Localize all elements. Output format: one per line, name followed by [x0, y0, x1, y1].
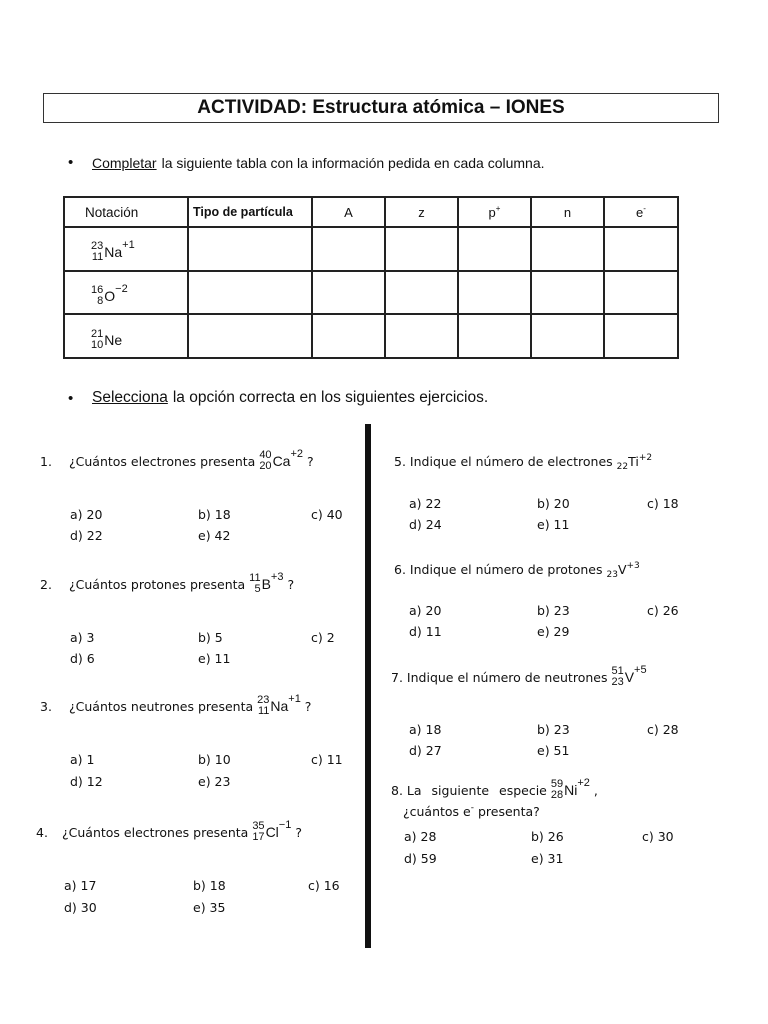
ion-charge: +2	[577, 777, 590, 789]
answer-cell[interactable]	[604, 314, 678, 358]
mass-number: 51	[611, 665, 624, 677]
option-d[interactable]: d) 12	[70, 774, 103, 789]
element-symbol: O	[104, 287, 116, 304]
option-a[interactable]: a) 20	[409, 603, 442, 618]
element-symbol: V	[617, 562, 627, 577]
question-number: 8.	[391, 782, 403, 798]
atomic-number: 28	[550, 789, 564, 801]
notation-cell	[64, 227, 188, 271]
element-symbol: Na	[270, 698, 289, 714]
option-c[interactable]: c) 11	[311, 752, 343, 767]
question-number: 2.	[40, 576, 52, 592]
answer-cell[interactable]	[188, 314, 312, 358]
nuclide	[611, 666, 646, 688]
ion-charge: +3	[626, 561, 640, 571]
answer-cell[interactable]	[188, 271, 312, 315]
mass-number: 23	[257, 694, 270, 706]
option-e[interactable]: e) 11	[198, 651, 231, 666]
option-d[interactable]: d) 6	[70, 651, 95, 666]
ion-charge: −1	[278, 819, 292, 831]
question-text: ¿Cuántos electrones presenta	[62, 824, 249, 840]
atomic-number: 5	[254, 583, 261, 595]
column-divider	[365, 424, 371, 948]
question-text: La siguiente especie	[406, 782, 547, 798]
element-symbol: Ti	[628, 454, 639, 469]
table-row	[64, 271, 678, 315]
ion-charge: +1	[288, 693, 301, 705]
instruction-table	[68, 154, 545, 171]
question-text: ¿Cuántos protones presenta	[69, 576, 246, 592]
nuclide	[91, 282, 128, 307]
atomic-number: 23	[611, 676, 624, 688]
header-protons	[458, 197, 531, 227]
question-number: 6.	[394, 562, 406, 577]
option-e[interactable]: e) 51	[537, 743, 570, 758]
answer-cell[interactable]	[531, 227, 604, 271]
option-d[interactable]: d) 30	[64, 900, 97, 915]
nuclide	[91, 241, 135, 263]
option-a[interactable]: a) 28	[404, 829, 437, 844]
header-notation: Notación	[64, 197, 188, 227]
option-b[interactable]: b) 23	[537, 722, 570, 737]
question-6	[394, 561, 640, 580]
notation-cell	[64, 314, 188, 358]
atomic-number: 10	[91, 338, 104, 351]
bullet: •	[68, 389, 74, 407]
question-2	[40, 573, 294, 595]
electron-sign: -	[470, 803, 474, 813]
nuclide	[257, 695, 301, 717]
question-end: ,	[593, 782, 598, 798]
atomic-number: 11	[257, 705, 270, 717]
nuclide	[551, 779, 590, 801]
element-symbol: Na	[104, 244, 123, 261]
option-d[interactable]: d) 11	[409, 624, 442, 639]
page-title: ACTIVIDAD: Estructura atómica – IONES	[43, 93, 719, 123]
ions-table	[63, 196, 679, 359]
instruction-keyword: Completar	[92, 154, 157, 171]
ion-charge: +3	[270, 571, 284, 583]
element-symbol: Ni	[564, 782, 578, 798]
atomic-number: 17	[252, 831, 265, 843]
answer-cell[interactable]	[385, 271, 458, 315]
ion-charge: +2	[290, 448, 304, 460]
question-text: ¿cuántos e	[403, 804, 471, 819]
option-a[interactable]: a) 17	[64, 878, 97, 893]
answer-cell[interactable]	[312, 227, 385, 271]
answer-cell[interactable]	[385, 227, 458, 271]
nuclide	[259, 450, 303, 472]
element-symbol: Ne	[104, 331, 123, 348]
answer-cell[interactable]	[531, 314, 604, 358]
atomic-number: 8	[97, 294, 104, 307]
question-end: ?	[295, 824, 302, 840]
question-7	[391, 666, 647, 688]
option-b[interactable]: b) 10	[198, 752, 231, 767]
table-header-row	[64, 197, 678, 227]
option-e[interactable]: e) 35	[193, 900, 226, 915]
option-e[interactable]: e) 23	[198, 774, 231, 789]
answer-cell[interactable]	[458, 227, 531, 271]
notation-cell	[64, 271, 188, 315]
question-text: Indique el número de electrones	[409, 454, 613, 469]
option-d[interactable]: d) 59	[404, 851, 437, 866]
question-4	[36, 821, 302, 843]
instruction-text: la opción correcta en los siguientes ejercicios.	[172, 389, 489, 406]
option-b[interactable]: b) 18	[198, 507, 231, 522]
mass-number: 23	[91, 240, 104, 253]
mass-number: 59	[550, 778, 564, 790]
header-protons-sup: +	[495, 204, 501, 213]
question-number: 3.	[40, 698, 52, 714]
header-neutrons: n	[531, 197, 604, 227]
header-electrons	[604, 197, 678, 227]
question-5	[394, 453, 652, 472]
question-text: Indique el número de neutrones	[406, 669, 608, 685]
option-a[interactable]: a) 20	[70, 507, 103, 522]
ion-charge: +2	[638, 453, 653, 463]
option-d[interactable]: d) 22	[70, 528, 103, 543]
atomic-number: 22	[616, 462, 629, 472]
question-text: ¿Cuántos neutrones presenta	[69, 698, 254, 714]
option-e[interactable]: e) 42	[198, 528, 231, 543]
instruction-text: la siguiente tabla con la información pedida en cada columna.	[161, 154, 545, 171]
mass-number: 16	[91, 283, 104, 296]
question-3	[40, 695, 311, 717]
mass-number: 40	[259, 449, 272, 461]
question-number: 4.	[36, 824, 48, 840]
answer-cell[interactable]	[385, 314, 458, 358]
option-e[interactable]: e) 29	[537, 624, 570, 639]
question-end: ?	[287, 576, 295, 592]
nuclide	[249, 573, 283, 595]
header-atomic-number: z	[385, 197, 458, 227]
question-8-line2	[403, 803, 540, 819]
atomic-number: 11	[91, 251, 104, 264]
option-c[interactable]: c) 40	[311, 507, 343, 522]
question-end: ?	[304, 698, 312, 714]
question-8	[391, 779, 598, 801]
option-c[interactable]: c) 30	[642, 829, 674, 844]
option-b[interactable]: b) 20	[537, 496, 570, 511]
nuclide	[91, 329, 122, 351]
option-c[interactable]: c) 28	[647, 722, 679, 737]
ion-charge: −2	[115, 282, 128, 295]
header-electrons-sup: -	[643, 204, 646, 213]
answer-cell[interactable]	[604, 227, 678, 271]
header-protons-label: p	[488, 205, 496, 220]
option-b[interactable]: b) 5	[198, 630, 223, 645]
option-d[interactable]: d) 24	[409, 517, 442, 532]
option-d[interactable]: d) 27	[409, 743, 442, 758]
question-number: 7.	[391, 669, 403, 685]
element-symbol: B	[261, 576, 271, 592]
ion-charge: +5	[634, 664, 647, 676]
answer-cell[interactable]	[458, 271, 531, 315]
answer-cell[interactable]	[188, 227, 312, 271]
answer-cell[interactable]	[604, 271, 678, 315]
answer-cell[interactable]	[531, 271, 604, 315]
instruction-select	[68, 389, 488, 407]
atomic-number: 23	[606, 570, 618, 580]
option-b[interactable]: b) 26	[531, 829, 564, 844]
atomic-number: 20	[259, 460, 272, 472]
question-number: 5.	[394, 454, 406, 469]
option-a[interactable]: a) 22	[409, 496, 442, 511]
element-symbol: Cl	[265, 824, 279, 840]
option-b[interactable]: b) 23	[537, 603, 570, 618]
option-c[interactable]: c) 16	[308, 878, 340, 893]
mass-number: 11	[249, 572, 261, 584]
table-row	[64, 227, 678, 271]
option-e[interactable]: e) 11	[537, 517, 570, 532]
element-symbol: Ca	[272, 453, 291, 469]
bullet: •	[68, 154, 74, 171]
question-1	[40, 450, 314, 472]
header-mass-number: A	[312, 197, 385, 227]
question-number: 1.	[40, 453, 52, 469]
header-electrons-label: e	[636, 205, 644, 220]
option-c[interactable]: c) 26	[647, 603, 679, 618]
mass-number: 35	[252, 820, 265, 832]
question-end: ?	[307, 453, 314, 469]
answer-cell[interactable]	[312, 314, 385, 358]
option-c[interactable]: c) 18	[647, 496, 679, 511]
option-a[interactable]: a) 3	[70, 630, 95, 645]
question-end: presenta?	[477, 804, 540, 819]
mass-number: 21	[91, 327, 104, 340]
question-text: Indique el número de protones	[409, 562, 603, 577]
ion-charge: +1	[122, 239, 135, 252]
answer-cell[interactable]	[458, 314, 531, 358]
question-text: ¿Cuántos electrones presenta	[69, 453, 256, 469]
table-row	[64, 314, 678, 358]
nuclide	[252, 821, 291, 843]
option-a[interactable]: a) 18	[409, 722, 442, 737]
header-particle-type: Tipo de partícula	[188, 197, 312, 227]
instruction-keyword: Selecciona	[92, 389, 168, 406]
option-b[interactable]: b) 18	[193, 878, 226, 893]
answer-cell[interactable]	[312, 271, 385, 315]
element-symbol: V	[624, 669, 635, 685]
option-c[interactable]: c) 2	[311, 630, 335, 645]
option-a[interactable]: a) 1	[70, 752, 95, 767]
option-e[interactable]: e) 31	[531, 851, 564, 866]
